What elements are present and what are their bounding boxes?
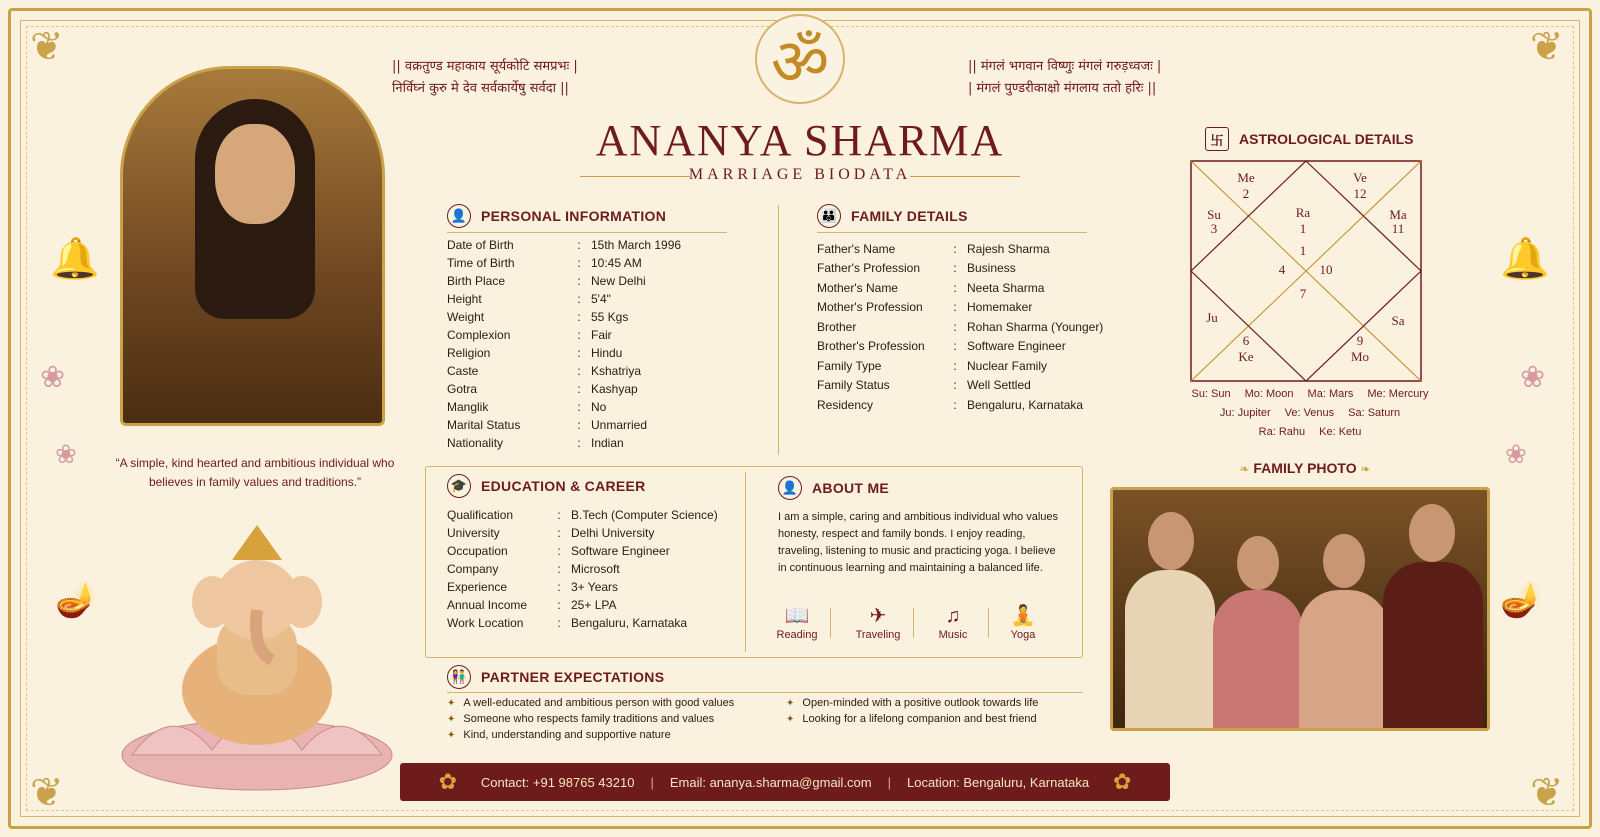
family-photo-title — [1195, 460, 1415, 476]
house-number: 1 — [1299, 221, 1307, 236]
section-title-text: PERSONAL INFORMATION — [481, 208, 667, 224]
info-label: Marital Status — [447, 418, 521, 432]
music-icon: ♫ — [945, 605, 961, 627]
lotus-stem-icon: ❀ — [1505, 440, 1527, 470]
lotus-stem-icon: ❀ — [55, 440, 77, 470]
shloka-line: निर्विघ्नं कुरु मे देव सर्वकार्येषु सर्वदा || — [392, 81, 569, 96]
corner-ornament-icon: ❦ — [1530, 24, 1564, 70]
info-value: 3+ Years — [571, 580, 619, 594]
info-label: Height — [447, 292, 482, 306]
info-label: Religion — [447, 346, 491, 360]
info-value: Microsoft — [571, 562, 620, 576]
legend-item: Ke: Ketu — [1319, 426, 1362, 438]
info-row: Time of Birth : 10:45 AM — [447, 254, 737, 272]
swastika-icon: 卐 — [1205, 127, 1229, 151]
info-row: Manglik : No — [447, 398, 737, 416]
legend-item: Me: Mercury — [1367, 388, 1429, 400]
info-label: Occupation — [447, 544, 508, 558]
info-label: Qualification — [447, 508, 514, 522]
house-planet: Ma — [1389, 207, 1407, 222]
info-label: Company — [447, 562, 499, 576]
section-title-text: ASTROLOGICAL DETAILS — [1239, 131, 1414, 147]
section-title-text: PARTNER EXPECTATIONS — [481, 669, 665, 685]
info-row: Caste : Kshatriya — [447, 362, 737, 380]
info-row: Complexion : Fair — [447, 326, 737, 344]
info-row: Father's Name : Rajesh Sharma — [817, 239, 1117, 259]
info-row: Gotra : Kashyap — [447, 380, 737, 398]
legend-row — [1160, 426, 1460, 445]
bullet-icon: ✦ — [447, 729, 456, 741]
info-label: Residency — [817, 397, 874, 412]
info-label: Date of Birth — [447, 238, 514, 252]
info-label: Experience — [447, 580, 508, 594]
info-label: Caste — [447, 364, 479, 378]
info-row: Brother : Rohan Sharma (Younger) — [817, 317, 1117, 337]
bride-portrait — [120, 66, 385, 426]
divider — [830, 608, 831, 638]
section-title-text: FAMILY DETAILS — [851, 208, 968, 224]
hobby-label: Reading — [776, 629, 818, 641]
info-row: Work Location : Bengaluru, Karnataka — [447, 614, 737, 632]
info-row: Residency : Bengaluru, Karnataka — [817, 395, 1117, 415]
hobby-music — [918, 603, 988, 641]
house-number: 4 — [1278, 262, 1286, 277]
family-icon: 👪 — [817, 204, 841, 228]
info-label: Weight — [447, 310, 485, 324]
family-details-list — [817, 239, 1117, 415]
plane-icon: ✈ — [869, 605, 887, 627]
section-title-education — [447, 474, 646, 498]
hobby-traveling — [843, 603, 913, 641]
footer-separator: | — [650, 774, 654, 790]
family-member-head — [1148, 512, 1194, 570]
shloka-left — [392, 56, 652, 100]
info-value: Unmarried — [591, 418, 648, 432]
list-item — [447, 711, 777, 727]
section-title-partner — [447, 665, 664, 689]
shloka-line: || मंगलं भगवान विष्णुः मंगलं गरुड़ध्वजः | — [968, 59, 1162, 74]
info-label: Annual Income — [447, 598, 528, 612]
info-row: Brother's Profession : Software Engineer — [817, 337, 1117, 357]
list-item-text: A well-educated and ambitious person with good values — [463, 697, 735, 709]
info-row: Mother's Name : Neeta Sharma — [817, 278, 1117, 298]
column-divider — [778, 205, 779, 455]
portrait-face — [215, 124, 295, 224]
divider — [913, 608, 914, 638]
bell-icon: 🔔 — [1500, 236, 1550, 282]
info-label: Nationality — [447, 436, 504, 450]
section-title-text: FAMILY PHOTO — [1253, 460, 1357, 476]
info-label: Work Location — [447, 616, 524, 630]
legend-item: Ra: Rahu — [1258, 426, 1306, 438]
info-row: Father's Profession : Business — [817, 259, 1117, 279]
legend-item: Ma: Mars — [1307, 388, 1354, 400]
person-icon: 👤 — [778, 476, 802, 500]
info-row: Mother's Profession : Homemaker — [817, 298, 1117, 318]
info-label: Father's Profession — [817, 261, 921, 276]
kundli-chart — [1190, 160, 1422, 382]
list-item-text: Someone who respects family traditions and values — [463, 713, 715, 725]
footer-email: Email: ananya.sharma@gmail.com — [669, 774, 872, 790]
column-divider — [745, 472, 746, 652]
info-row: Company : Microsoft — [447, 560, 737, 578]
corner-ornament-icon: ❦ — [30, 770, 64, 816]
house-planet: Mo — [1350, 349, 1370, 364]
family-member-head — [1323, 534, 1365, 588]
house-number: 2 — [1242, 186, 1250, 201]
book-icon: 📖 — [784, 605, 810, 627]
diya-lamp-icon: 🪔 — [1500, 580, 1543, 620]
footer-separator: | — [887, 774, 892, 790]
divider — [447, 692, 1083, 693]
info-value: Indian — [591, 436, 624, 450]
lotus-stem-icon: ❀ — [1520, 360, 1546, 395]
info-value: Kshatriya — [591, 364, 642, 378]
legend-item: Ve: Venus — [1284, 407, 1335, 419]
info-value: Rajesh Sharma — [967, 241, 1050, 256]
info-row: Marital Status : Unmarried — [447, 416, 737, 434]
section-title-text: EDUCATION & CAREER — [481, 478, 646, 494]
info-label: Time of Birth — [447, 256, 515, 270]
shloka-right — [968, 56, 1208, 100]
legend-row — [1160, 388, 1460, 407]
info-label: University — [447, 526, 500, 540]
info-label: Brother — [817, 319, 857, 334]
info-row: Experience : 3+ Years — [447, 578, 737, 596]
list-item — [447, 695, 777, 711]
info-value: Homemaker — [967, 300, 1033, 315]
info-row: Family Status : Well Settled — [817, 376, 1117, 396]
list-item — [786, 695, 1086, 711]
info-row: Family Type : Nuclear Family — [817, 356, 1117, 376]
hobby-reading — [762, 603, 832, 641]
info-row: Date of Birth : 15th March 1996 — [447, 236, 737, 254]
lotus-stem-icon: ❀ — [40, 360, 66, 395]
info-label: Birth Place — [447, 274, 506, 288]
info-label: Mother's Name — [817, 280, 898, 295]
person-icon: 👤 — [447, 204, 471, 228]
list-item-text: Looking for a lifelong companion and best friend — [802, 713, 1037, 725]
info-label: Family Type — [817, 358, 882, 373]
house-planet: Ra — [1295, 205, 1311, 220]
footer-contact: Contact: +91 98765 43210 — [480, 774, 635, 790]
hobby-label: Yoga — [1010, 629, 1036, 641]
contact-footer — [400, 763, 1170, 801]
house-planet: Me — [1237, 170, 1255, 185]
info-value: Well Settled — [967, 378, 1031, 393]
house-planet: Sa — [1391, 313, 1405, 328]
bullet-icon: ✦ — [447, 713, 456, 725]
info-value: Bengaluru, Karnataka — [571, 616, 688, 630]
hobby-yoga — [988, 603, 1058, 641]
info-value: 55 Kgs — [591, 310, 629, 324]
info-value: 10:45 AM — [591, 256, 642, 270]
info-value: Nuclear Family — [967, 358, 1048, 373]
about-text: I am a simple, caring and ambitious individual who values honesty, respect and family bonds. I enjoy reading, traveling, listening to music and practicing yoga. I believe in continuous learning and maintaining a balanced life. — [778, 511, 1059, 574]
info-label: Family Status — [817, 378, 890, 393]
info-row: Religion : Hindu — [447, 344, 737, 362]
list-item — [447, 727, 777, 743]
house-number: 9 — [1356, 333, 1364, 348]
legend-item: Su: Sun — [1191, 388, 1231, 400]
house-number: 7 — [1299, 286, 1307, 301]
info-row: University : Delhi University — [447, 524, 737, 542]
section-title-astrology — [1205, 127, 1413, 151]
diya-lamp-icon: 🪔 — [55, 580, 98, 620]
partner-expectations-left — [447, 695, 777, 743]
house-number: 10 — [1319, 262, 1333, 277]
info-value: Kashyap — [591, 382, 638, 396]
house-number: 11 — [1391, 221, 1405, 236]
bell-icon: 🔔 — [50, 236, 100, 282]
info-value: Bengaluru, Karnataka — [967, 397, 1084, 412]
yoga-icon: 🧘 — [1010, 605, 1036, 627]
info-value: New Delhi — [591, 274, 646, 288]
info-label: Complexion — [447, 328, 511, 342]
info-label: Gotra — [447, 382, 478, 396]
section-title-family — [817, 204, 968, 228]
page-subtitle: MARRIAGE BIODATA — [688, 166, 912, 183]
info-row: Occupation : Software Engineer — [447, 542, 737, 560]
bullet-icon: ✦ — [447, 697, 456, 709]
list-item — [786, 711, 1086, 727]
info-value: No — [591, 400, 607, 414]
house-number: 6 — [1242, 333, 1250, 348]
hobby-label: Traveling — [855, 629, 901, 641]
info-row: Nationality : Indian — [447, 434, 737, 452]
family-member-daughter — [1299, 590, 1389, 731]
section-title-personal — [447, 204, 666, 228]
shloka-line: || वक्रतुण्ड महाकाय सूर्यकोटि समप्रभः | — [392, 59, 578, 74]
divider — [447, 232, 727, 233]
info-value: Fair — [591, 328, 612, 342]
ornament-icon: ❧ — [1360, 462, 1371, 476]
info-row: Birth Place : New Delhi — [447, 272, 737, 290]
bullet-icon: ✦ — [786, 697, 795, 709]
house-planet: Su — [1207, 207, 1221, 222]
info-value: 5'4" — [591, 292, 611, 306]
info-value: B.Tech (Computer Science) — [571, 508, 718, 522]
education-list — [447, 506, 737, 632]
family-member-son — [1383, 562, 1483, 731]
family-photo — [1110, 487, 1490, 731]
shloka-line: | मंगलं पुण्डरीकाक्षो मंगलाय ततो हरिः || — [968, 81, 1157, 96]
legend-row — [1160, 407, 1460, 426]
graduate-icon: 🎓 — [447, 474, 471, 498]
info-row: Height : 5'4" — [447, 290, 737, 308]
couple-icon: 👫 — [447, 665, 471, 689]
family-member-father — [1125, 570, 1215, 731]
info-value: Business — [967, 261, 1016, 276]
info-value: 25+ LPA — [571, 598, 617, 612]
list-item-text: Open-minded with a positive outlook towards life — [802, 697, 1039, 709]
section-title-text: ABOUT ME — [812, 480, 890, 496]
portrait-saree — [153, 239, 358, 426]
legend-item: Sa: Saturn — [1348, 407, 1401, 419]
info-label: Mother's Profession — [817, 300, 923, 315]
corner-ornament-icon: ❦ — [1530, 770, 1564, 816]
page-title: ANANYA SHARMA — [595, 116, 1005, 165]
info-value: Rohan Sharma (Younger) — [967, 319, 1104, 334]
info-label: Manglik — [447, 400, 489, 414]
info-label: Brother's Profession — [817, 339, 925, 354]
house-planet: Ke — [1238, 349, 1254, 364]
footer-location: Location: Bengaluru, Karnataka — [907, 774, 1090, 790]
personal-info-list — [447, 236, 737, 452]
info-value: Delhi University — [571, 526, 655, 540]
hobby-label: Music — [938, 629, 968, 641]
list-item-text: Kind, understanding and supportive nature — [463, 729, 671, 741]
legend-item: Ju: Jupiter — [1219, 407, 1271, 419]
section-title-about — [778, 476, 889, 500]
house-number: 12 — [1353, 186, 1367, 201]
info-label: Father's Name — [817, 241, 896, 256]
info-value: Software Engineer — [967, 339, 1066, 354]
legend-item: Mo: Moon — [1244, 388, 1294, 400]
family-member-head — [1409, 504, 1455, 562]
house-number: 3 — [1210, 221, 1218, 236]
info-value: 15th March 1996 — [591, 238, 682, 252]
info-row: Annual Income : 25+ LPA — [447, 596, 737, 614]
info-value: Hindu — [591, 346, 623, 360]
info-value: Neeta Sharma — [967, 280, 1045, 295]
family-member-mother — [1213, 590, 1303, 731]
ganesha-illustration — [112, 520, 402, 795]
partner-expectations-right — [786, 695, 1086, 727]
bullet-icon: ✦ — [786, 713, 795, 725]
house-planet: Ju — [1206, 310, 1218, 325]
om-symbol-icon: ॐ — [755, 14, 845, 104]
personal-quote: “A simple, kind hearted and ambitious individual who believes in family values and traditions.” — [115, 456, 395, 489]
lotus-icon: ✿ — [438, 769, 458, 794]
planet-legend — [1160, 388, 1460, 445]
ornament-icon: ❧ — [1239, 462, 1250, 476]
divider — [817, 232, 1087, 233]
info-row: Weight : 55 Kgs — [447, 308, 737, 326]
house-number: 1 — [1299, 243, 1307, 258]
info-value: Software Engineer — [571, 544, 670, 558]
house-planet: Ve — [1353, 170, 1367, 185]
lotus-icon: ✿ — [1112, 769, 1132, 794]
info-row: Qualification : B.Tech (Computer Science) — [447, 506, 737, 524]
corner-ornament-icon: ❦ — [30, 24, 64, 70]
family-member-head — [1237, 536, 1279, 590]
